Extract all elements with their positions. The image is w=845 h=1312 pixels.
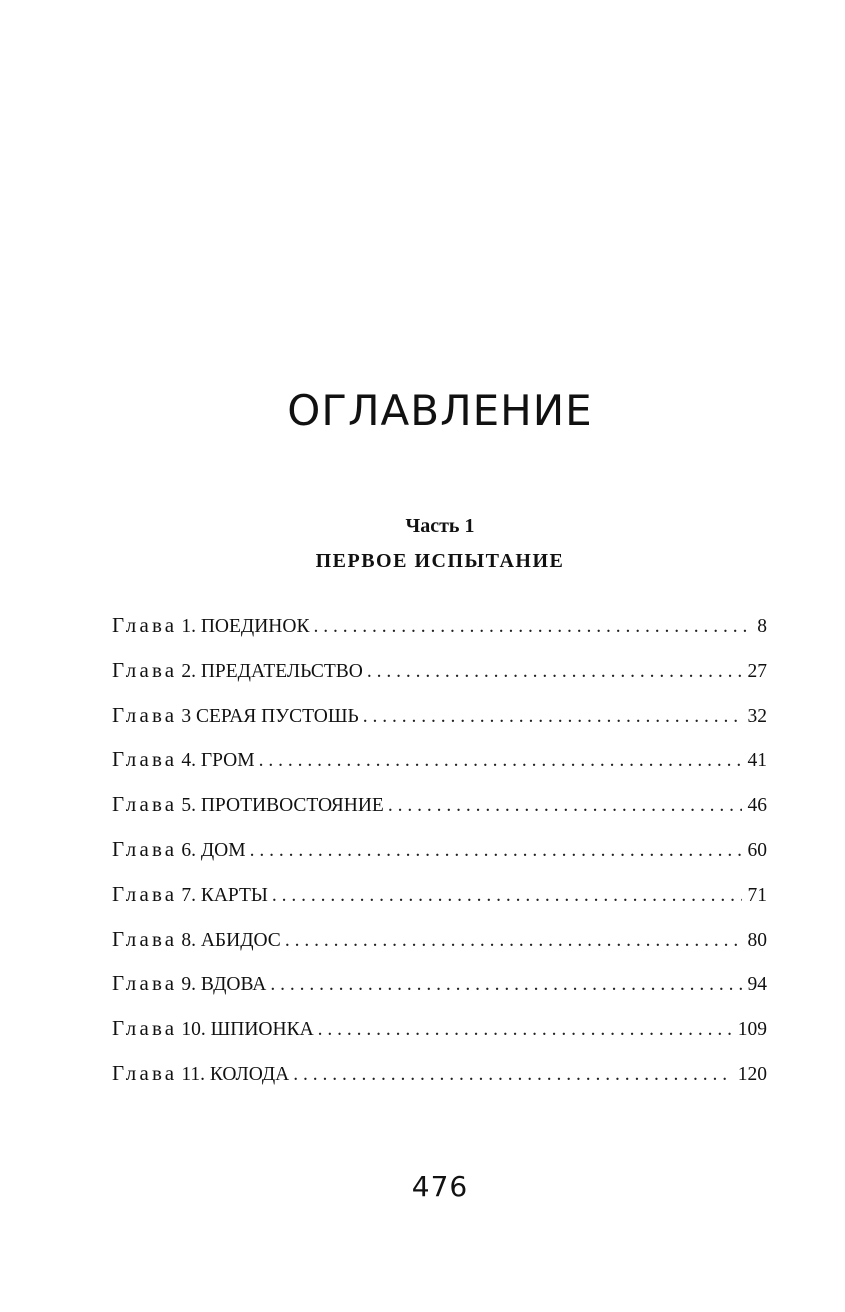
table-of-contents [112, 613, 767, 1106]
toc-chapter-prefix: Глава [112, 792, 178, 817]
toc-dot-leader [285, 930, 742, 952]
toc-page-number: 94 [747, 974, 767, 996]
toc-chapter-title: 2. ПРЕДАТЕЛЬСТВО [181, 660, 363, 682]
toc-chapter-title: 9. ВДОВА [181, 974, 267, 996]
toc-entry[interactable] [112, 1061, 767, 1106]
toc-chapter-title: 1. ПОЕДИНОК [181, 616, 310, 637]
toc-entry[interactable] [112, 837, 767, 882]
toc-entry[interactable] [112, 1016, 767, 1061]
toc-page-number: 8 [757, 616, 767, 637]
toc-dot-leader [318, 1019, 732, 1041]
toc-entry[interactable] [112, 747, 767, 792]
part-label: Часть 1 [405, 515, 475, 537]
toc-chapter-title: 10. ШПИОНКА [181, 1019, 314, 1041]
toc-chapter-title: 3 СЕРАЯ ПУСТОШЬ [181, 705, 359, 727]
toc-dot-leader [270, 974, 741, 996]
toc-entry[interactable] [112, 971, 767, 1016]
toc-entry[interactable] [112, 658, 767, 703]
toc-chapter-prefix: Глава [112, 1016, 178, 1041]
page-title: ОГЛАВЛЕНИЕ [287, 386, 593, 435]
toc-chapter-prefix: Глава [112, 657, 178, 682]
toc-page-number: 46 [747, 795, 767, 817]
toc-dot-leader [259, 750, 742, 772]
toc-chapter-prefix: Глава [112, 702, 178, 727]
toc-page-number: 71 [747, 884, 767, 906]
toc-chapter-title: 6. ДОМ [181, 839, 246, 861]
toc-entry[interactable] [112, 613, 767, 658]
toc-chapter-title: 7. КАРТЫ [181, 884, 268, 906]
toc-chapter-prefix: Глава [112, 613, 178, 637]
toc-dot-leader [388, 795, 742, 817]
toc-page-number: 32 [747, 705, 767, 727]
toc-dot-leader [367, 661, 742, 683]
toc-entry[interactable] [112, 792, 767, 837]
toc-chapter-prefix: Глава [112, 881, 178, 906]
toc-page-number: 80 [747, 929, 767, 951]
toc-entry[interactable] [112, 882, 767, 927]
toc-page-number: 60 [747, 839, 767, 861]
toc-dot-leader [363, 706, 742, 728]
toc-chapter-title: 5. ПРОТИВОСТОЯНИЕ [181, 795, 384, 817]
toc-entry[interactable] [112, 703, 767, 748]
toc-page-number: 120 [737, 1063, 767, 1085]
toc-chapter-title: 4. ГРОМ [181, 750, 255, 772]
toc-chapter-prefix: Глава [112, 836, 178, 861]
toc-dot-leader [313, 616, 751, 638]
toc-chapter-title: 11. КОЛОДА [181, 1063, 290, 1085]
part-title: ПЕРВОЕ ИСПЫТАНИЕ [315, 550, 565, 572]
toc-page-number: 109 [737, 1019, 767, 1041]
toc-chapter-prefix: Глава [112, 747, 178, 772]
toc-page-number: 41 [747, 750, 767, 772]
toc-dot-leader [272, 885, 742, 907]
toc-chapter-prefix: Глава [112, 1060, 178, 1085]
toc-chapter-title: 8. АБИДОС [181, 929, 281, 951]
toc-chapter-prefix: Глава [112, 971, 178, 996]
toc-chapter-prefix: Глава [112, 926, 178, 951]
toc-dot-leader [250, 840, 742, 862]
toc-page-number: 27 [747, 660, 767, 682]
toc-entry[interactable] [112, 927, 767, 972]
page-number: 476 [411, 1170, 469, 1203]
toc-dot-leader [293, 1064, 732, 1086]
